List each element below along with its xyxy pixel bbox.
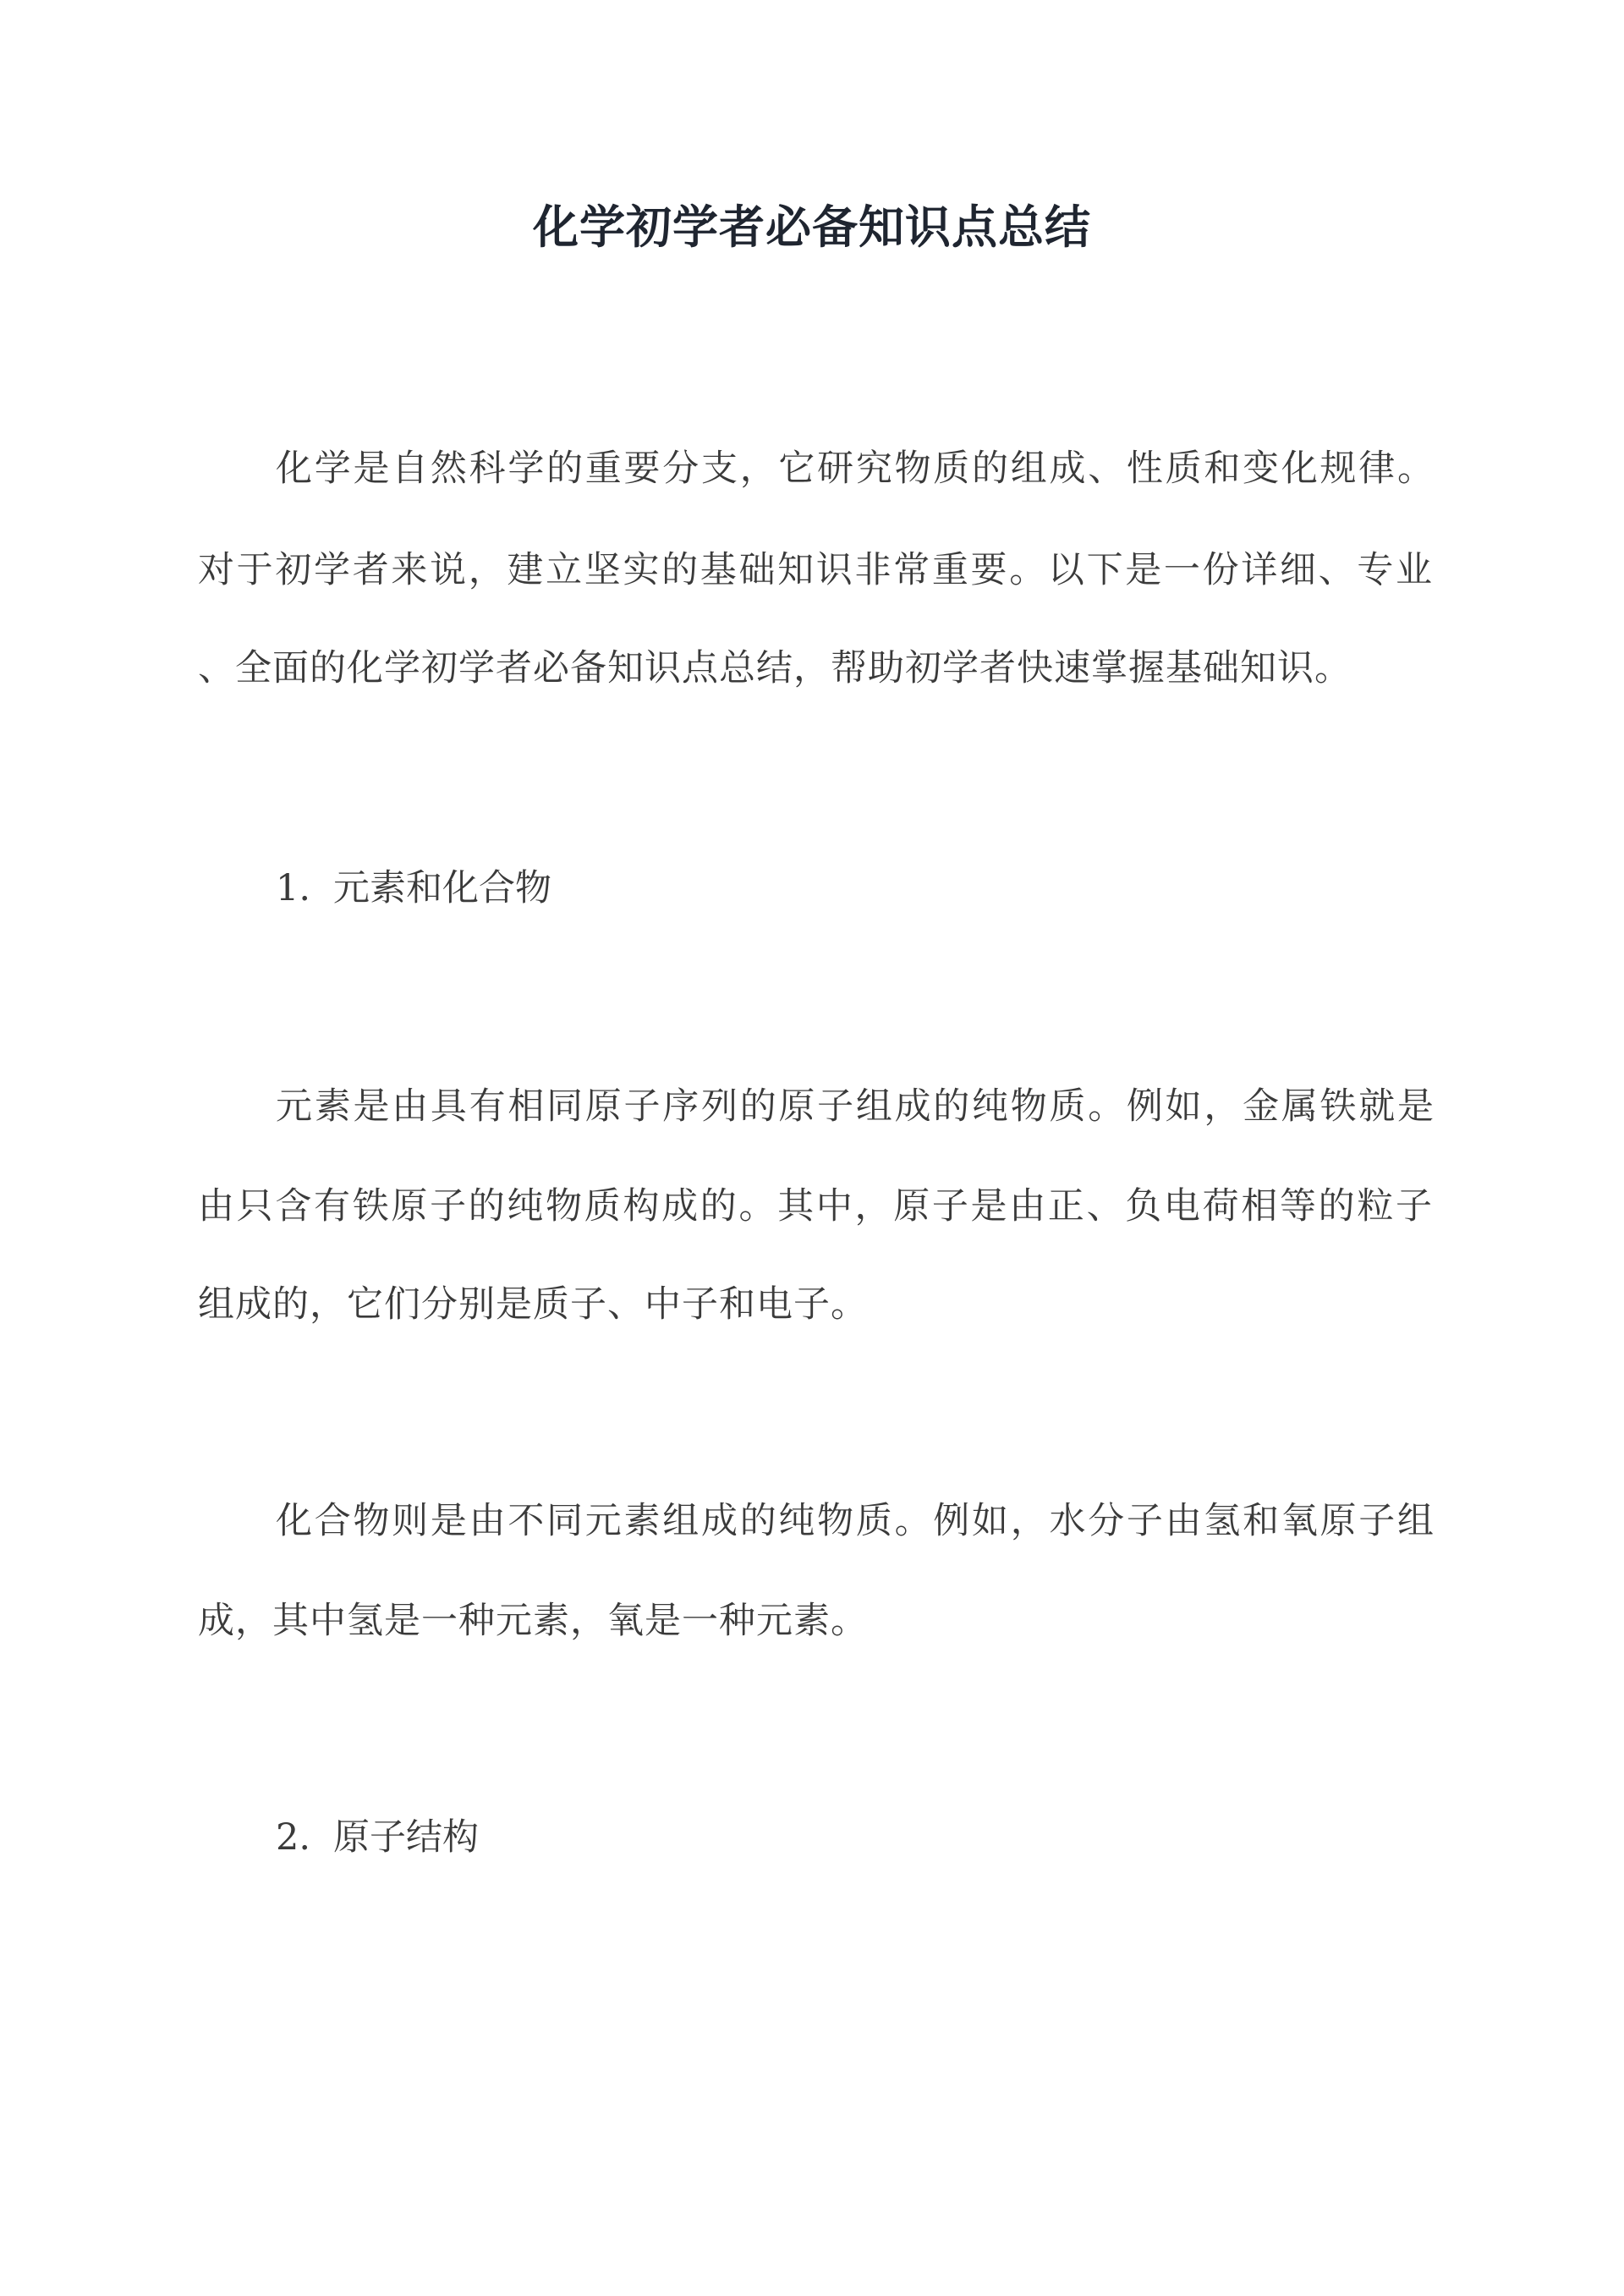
section1-para1-line-1: 元素是由具有相同原子序列的原子组成的纯物质。例如，金属铁就是 <box>276 1085 1435 1128</box>
section1-para2-line-2: 成，其中氢是一种元素，氧是一种元素。 <box>198 1600 868 1642</box>
section-heading-2 <box>276 1812 479 1863</box>
intro-line-1: 化学是自然科学的重要分支，它研究物质的组成、性质和变化规律。 <box>276 448 1435 490</box>
document-title: 化学初学者必备知识点总结 <box>533 200 1091 254</box>
section-title-2: 原子结构 <box>333 1816 479 1859</box>
intro-line-2: 对于初学者来说，建立坚实的基础知识非常重要。以下是一份详细、专业 <box>198 549 1433 591</box>
section-heading-1 <box>276 863 551 914</box>
section-number-2: 2. <box>276 1816 311 1859</box>
section-number-1: 1. <box>276 867 311 909</box>
section1-para2-line-1: 化合物则是由不同元素组成的纯物质。例如，水分子由氢和氧原子组 <box>276 1500 1435 1542</box>
section1-para1-line-2: 由只含有铁原子的纯物质构成的。其中，原子是由正、负电荷相等的粒子 <box>198 1185 1433 1228</box>
section1-para1-line-3: 组成的，它们分别是质子、中子和电子。 <box>198 1283 868 1326</box>
section-title-1: 元素和化合物 <box>333 867 551 909</box>
intro-line-3: 、全面的化学初学者必备知识点总结，帮助初学者快速掌握基础知识。 <box>198 647 1352 689</box>
